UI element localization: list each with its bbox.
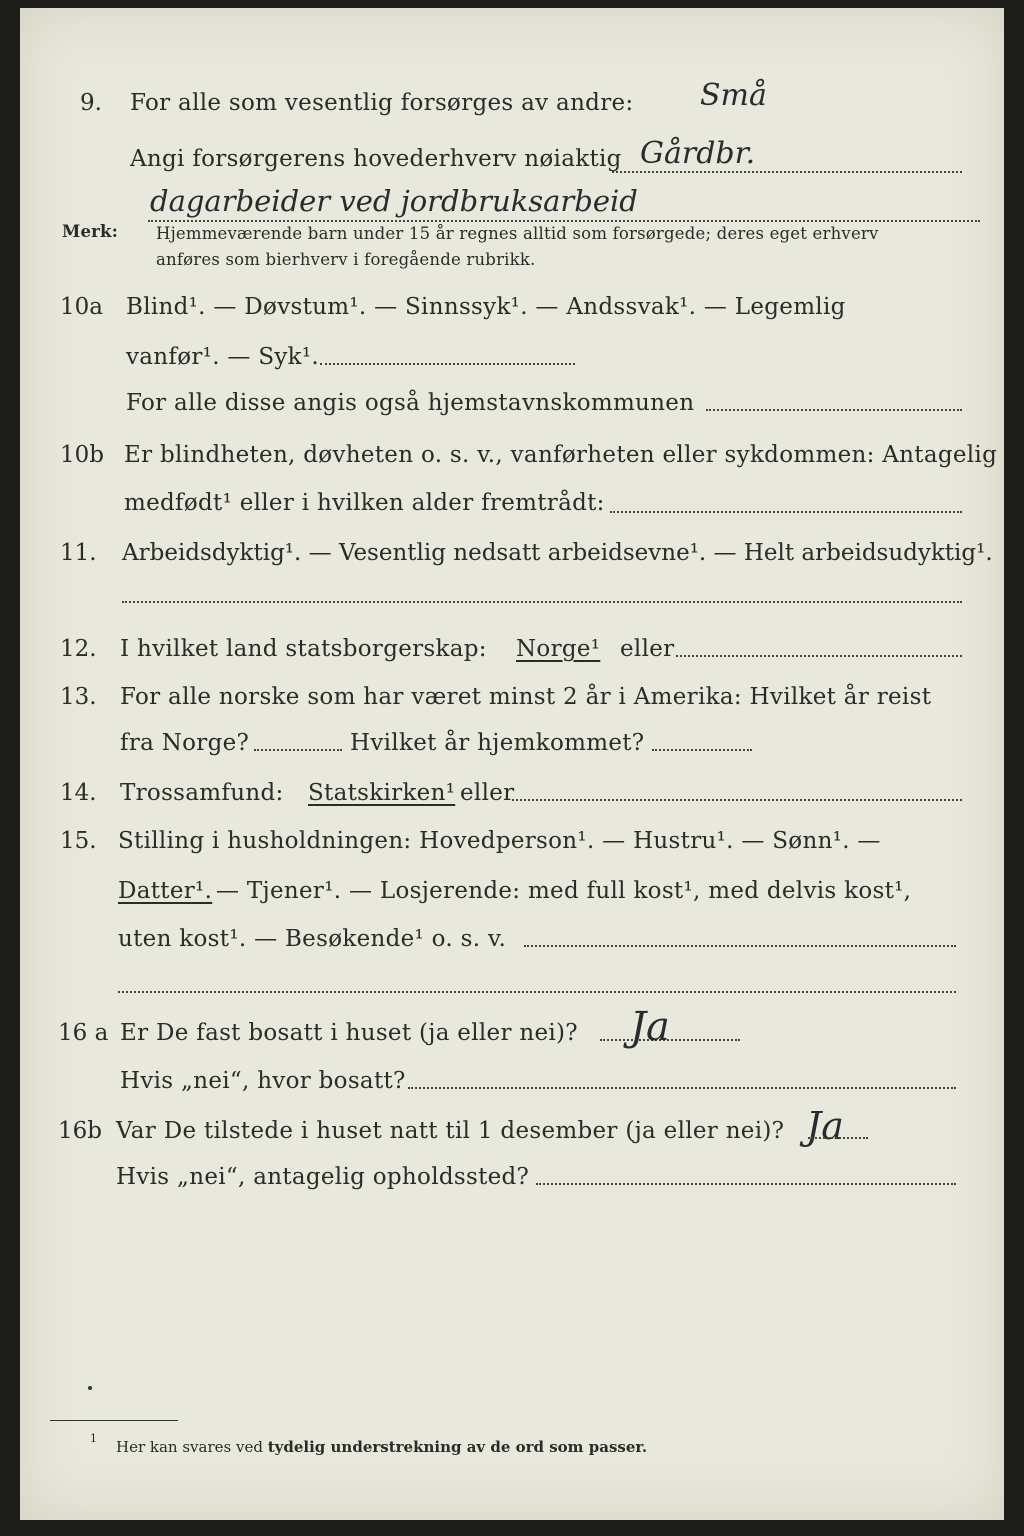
census-form-page (20, 8, 1004, 1520)
merk-label: Merk: (62, 222, 118, 241)
q13-line1: For alle norske som har været minst 2 år i Amerika: Hvilket år reist (120, 684, 932, 710)
q16b-opholdssted-line (536, 1183, 956, 1185)
q14-number: 14. (60, 780, 97, 806)
q12-post: eller (620, 636, 675, 662)
q10a-answer-line (320, 363, 575, 365)
q9-handwritten-answer2: Gårdbr. (640, 136, 756, 171)
q14-statskirken-underlined: Statskirken¹ (308, 780, 456, 806)
q15-number: 15. (60, 828, 97, 854)
q16b-line2: Hvis „nei“, antagelig opholdssted? (116, 1164, 530, 1190)
q15-line1: Stilling i husholdningen: Hovedperson¹. — Hustru¹. — Sønn¹. — (118, 828, 881, 854)
q12-number: 12. (60, 636, 97, 662)
q16a-line1: Er De fast bosatt i huset (ja eller nei)? (120, 1020, 578, 1046)
q14-pre: Trossamfund: (120, 780, 284, 806)
q15-datter-underlined: Datter¹. (118, 878, 213, 904)
q16b-number: 16b (58, 1118, 102, 1144)
q12-norge-underlined: Norge¹ (516, 636, 601, 662)
q15-line3: uten kost¹. — Besøkende¹ o. s. v. (118, 926, 507, 952)
q15-answer-line-2 (118, 991, 956, 993)
q10b-answer-line (610, 511, 962, 513)
q9-line2: Angi forsørgerens hovederhverv nøiaktig (130, 146, 622, 172)
q13-line2b: Hvilket år hjemkommet? (350, 730, 645, 756)
q9-number: 9. (80, 90, 102, 116)
q10a-line3: For alle disse angis også hjemstavnskommunen (126, 390, 695, 416)
q10a-hometown-line (706, 409, 962, 411)
q15-line2: — Tjener¹. — Losjerende: med full kost¹, med delvis kost¹, (216, 878, 912, 904)
q9-line1: For alle som vesentlig forsørges av andre: (130, 90, 634, 116)
q14-answer-line (512, 799, 962, 801)
q9-answer-line (612, 171, 962, 173)
q16b-handwritten-answer: Ja (806, 1104, 844, 1148)
merk-line1: Hjemmeværende barn under 15 år regnes alltid som forsørgede; deres eget erhverv (156, 224, 879, 243)
q16a-answer-line (600, 1039, 740, 1041)
footnote-mark: 1 (90, 1432, 97, 1445)
q9-handwritten-answer3: dagarbeider ved jordbruksarbeid (150, 184, 638, 218)
footnote-bold: tydelig understrekning av de ord som passer. (267, 1438, 648, 1456)
q9-handwritten-answer1: Små (700, 78, 767, 113)
ink-dot (88, 1386, 92, 1390)
q16b-answer-line (808, 1137, 868, 1139)
footnote-rule (50, 1420, 178, 1421)
q11-answer-line (122, 601, 962, 603)
merk-line2: anføres som bierhverv i foregående rubrikk. (156, 250, 536, 269)
q16a-number: 16 a (58, 1020, 109, 1046)
q13-number: 13. (60, 684, 97, 710)
q10a-line2: vanfør¹. — Syk¹. (126, 344, 320, 370)
footnote-text (116, 1438, 647, 1456)
q16a-handwritten-answer: Ja (630, 1004, 670, 1050)
q11-number: 11. (60, 540, 97, 566)
q10b-number: 10b (60, 442, 104, 468)
q10b-line1: Er blindheten, døvheten o. s. v., vanførheten eller sykdommen: Antagelig (124, 442, 998, 468)
footnote-plain: Her kan svares ved (116, 1438, 263, 1456)
q13-line2a: fra Norge? (120, 730, 250, 756)
q11-line1: Arbeidsdyktig¹. — Vesentlig nedsatt arbeidsevne¹. — Helt arbeidsudyktig¹. (122, 540, 993, 566)
q12-answer-line (676, 655, 962, 657)
q10a-number: 10a (60, 294, 103, 320)
q16a-line2: Hvis „nei“, hvor bosatt? (120, 1068, 406, 1094)
q15-answer-line (524, 945, 956, 947)
q13-reist-line (254, 749, 342, 751)
q14-post: eller (460, 780, 515, 806)
q12-pre: I hvilket land statsborgerskap: (120, 636, 487, 662)
q10b-line2: medfødt¹ eller i hvilken alder fremtrådt: (124, 490, 605, 516)
q16a-bosatt-line (408, 1087, 956, 1089)
q10a-line1: Blind¹. — Døvstum¹. — Sinnssyk¹. — Andssvak¹. — Legemlig (126, 294, 846, 320)
q13-hjem-line (652, 749, 752, 751)
q9-answer-line-2 (148, 220, 980, 222)
q16b-line1: Var De tilstede i huset natt til 1 desember (ja eller nei)? (116, 1118, 785, 1144)
